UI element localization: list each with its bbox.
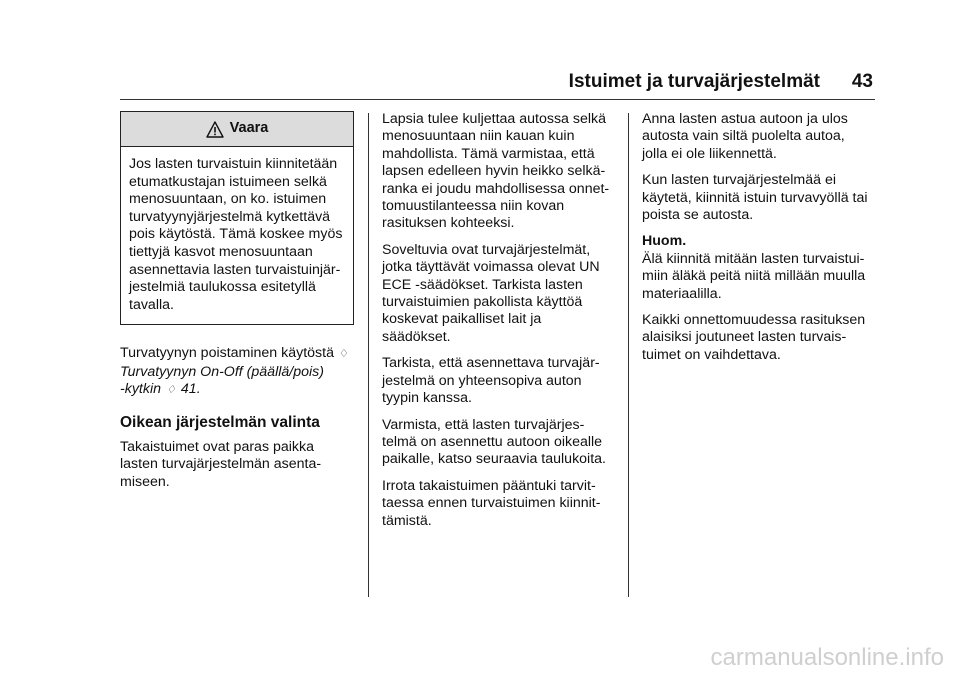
warning-title: Vaara — [229, 120, 269, 137]
warning-line: tiettyjä kasvot menosuuntaan — [129, 243, 313, 260]
paragraph: Lapsia tulee kuljettaa autossa selkä menosuuntaan niin kauan kuin mahdollista. Tämä varmistaa, että lapsen edelleen hyvin heikko selkä- ranka ei joudu mahdollisessa onnet- tomuustilanteessa niin kovan rasituksen kohteeksi. — [382, 111, 610, 232]
column-divider-left — [368, 113, 369, 597]
warning-line: asennettavia lasten turvaistuinjär- — [129, 261, 341, 278]
page-header-title: Istuimet ja turvajärjestelmät — [568, 71, 820, 92]
warning-line: Jos lasten turvaistuin kiinnitetään — [129, 156, 338, 172]
warning-line: tavalla. — [129, 296, 174, 313]
paragraph: Varmista, että lasten turvajärjes- telmä on asennettu autoon oikealle paikalle, katso seuraavia taulukoita. — [382, 416, 606, 468]
paragraph: Irrota takaistuimen pääntuki tarvit- taessa ennen turvaistuimen kiinnit- tämistä. — [382, 477, 601, 529]
page-number: 43 — [851, 71, 873, 92]
warning-line: menosuuntaan, on ko. istuimen — [129, 191, 327, 208]
note-heading: Huom. — [642, 233, 687, 250]
page-reference-icon: ♢ — [166, 384, 176, 397]
paragraph: Tarkista, että asennettava turvajär- jestelmä on yhteensopiva auton tyypin kanssa. — [382, 355, 600, 407]
paragraph: Kun lasten turvajärjestelmää ei käytetä, kiinnitä istuin turvavyöllä tai poista se autosta. — [642, 172, 868, 224]
note-paragraph: Älä kiinnitä mitään lasten turvaistui- miin äläkä peitä niitä millään muulla materiaalilla. — [642, 250, 866, 302]
warning-line: etumatkustajan istuimeen selkä — [129, 173, 327, 190]
reference-text: Turvatyynyn poistaminen käytöstä — [120, 345, 334, 362]
warning-line: pois käytöstä. Tämä koskee myös — [129, 226, 343, 243]
warning-triangle-icon — [206, 121, 224, 138]
reference-target-cont[interactable]: -kytkin — [120, 381, 161, 398]
column-1 — [120, 111, 360, 491]
cross-reference: Turvatyynyn poistaminen käytöstä ♢ Turvatyynyn On-Off (päällä/pois) -kytkin ♢ 41. — [120, 345, 360, 399]
column-2 — [382, 111, 622, 539]
paragraph: Kaikki onnettomuudessa rasituksen alaisiksi joutuneet lasten turvais- tuimet on vaihdettava. — [642, 312, 866, 363]
header-divider — [120, 99, 875, 100]
reference-target[interactable]: Turvatyynyn On-Off (päällä/pois) — [120, 363, 324, 380]
section-paragraph: Takaistuimet ovat paras paikka lasten turvajärjestelmän asenta- miseen. — [120, 438, 322, 490]
warning-line: jestelmiä taulukossa esitetyllä — [129, 279, 316, 296]
column-3 — [642, 111, 882, 373]
paragraph: Anna lasten astua autoon ja ulos autosta vain siltä puolelta autoa, jolla ei ole liikennettä. — [642, 111, 848, 162]
paragraph: Soveltuvia ovat turvajärjestelmät, jotka täyttävät voimassa olevat UN ECE -säädökset. Tarkista lasten turvaistuimien pakollista käyttöä koskevat paikalliset lait ja säädökset. — [382, 241, 600, 345]
warning-header — [121, 112, 353, 147]
reference-page[interactable]: 41 — [180, 381, 197, 398]
warning-box — [120, 111, 354, 325]
section-heading: Oikean järjestelmän valinta — [120, 413, 320, 431]
warning-text — [121, 147, 353, 324]
watermark: carmanualsonline.info — [710, 644, 944, 671]
warning-line: turvatyynyjärjestelmä kytkettävä — [129, 208, 331, 225]
page-reference-icon: ♢ — [338, 348, 349, 361]
column-divider-right — [628, 113, 629, 597]
